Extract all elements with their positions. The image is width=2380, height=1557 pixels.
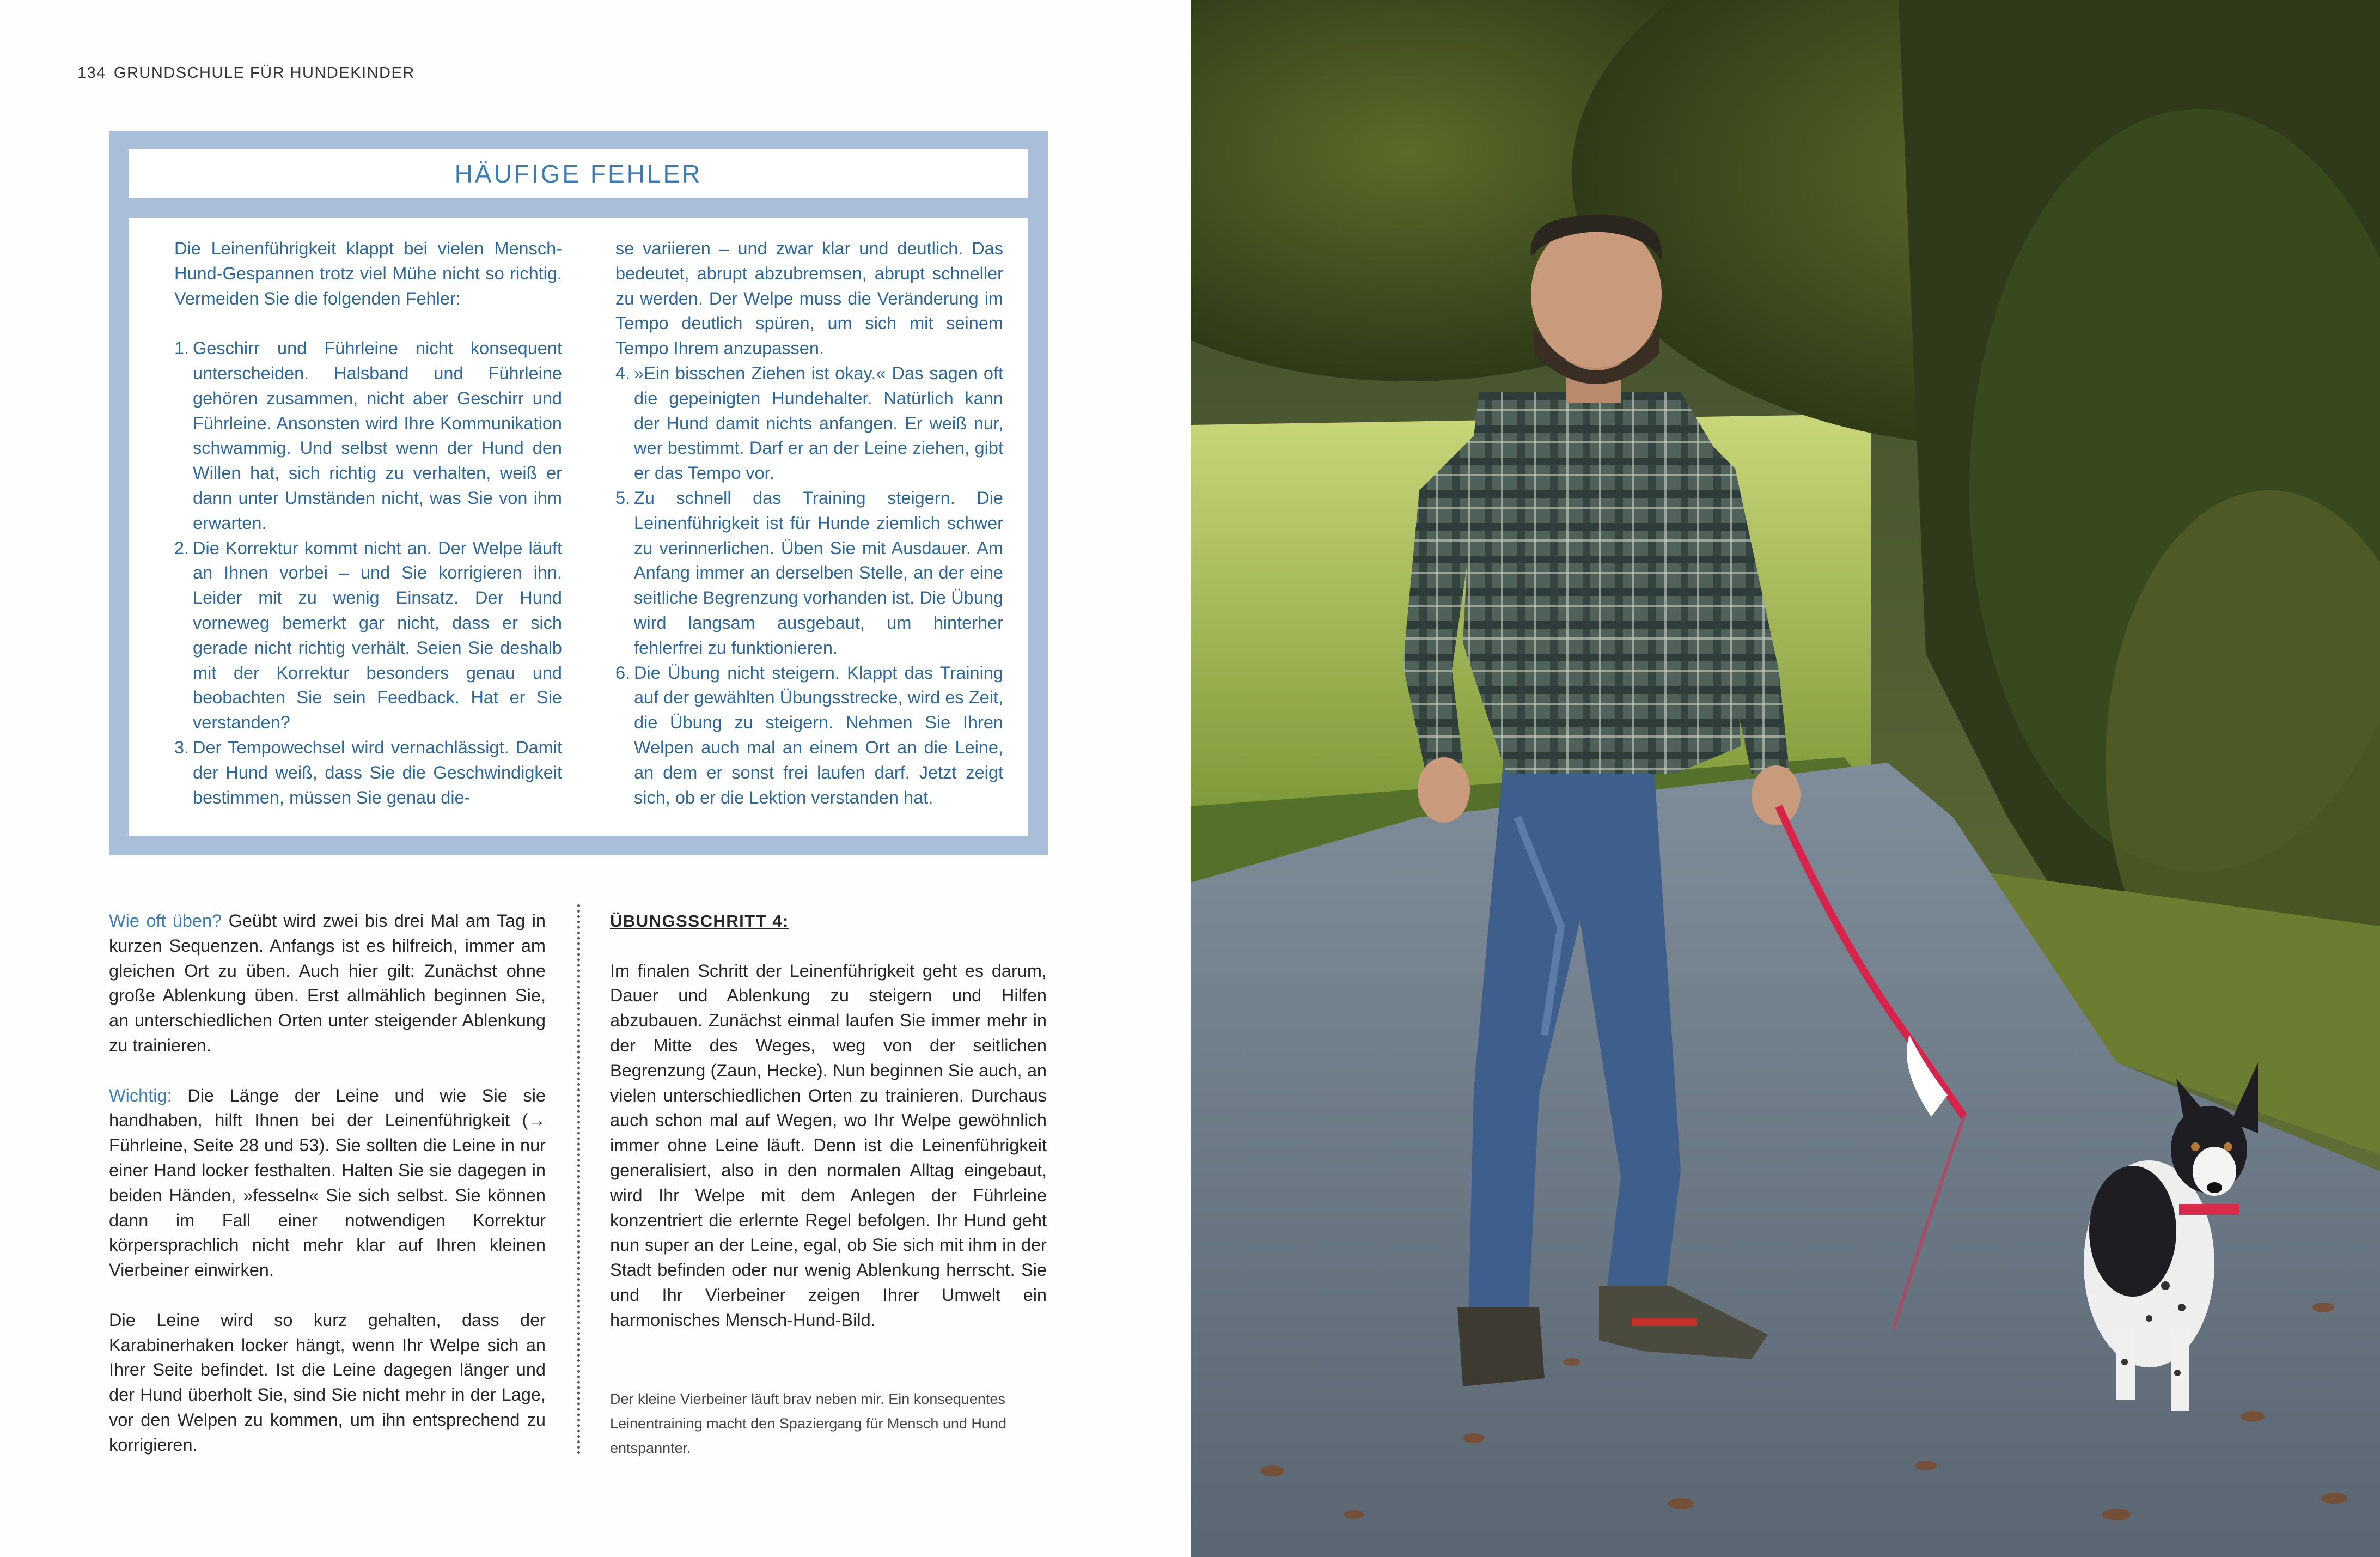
- photo-man-walking-puppy: [1191, 0, 2380, 1557]
- step-heading: ÜBUNGSSCHRITT 4:: [610, 911, 789, 930]
- list-text: Zu schnell das Training steigern. Die Leinenführigkeit ist für Hunde ziemlich schwer zu verinnerlichen. Üben Sie mit Ausdauer. Am Anfang immer an derselben Stelle, an der eine seitliche Begrenzung vorhanden ist. Die Übung wird langsam ausgebaut, um hinterher fehlerfrei zu funktionieren.: [634, 488, 1003, 658]
- list-number: 5.: [615, 488, 631, 508]
- section-heading: [610, 909, 1047, 934]
- list-item: [174, 735, 562, 810]
- paragraph: Die Leine wird so kurz gehalten, dass der Karabinerhaken locker hängt, wenn Ihr Welpe sich an Ihrer Seite befindet. Ist die Leine dagegen länger und der Hund überholt Sie, sind Sie nicht mehr in der Lage, vor den Welpen zu kommen, um ihn entsprechend zu korrigieren.: [109, 1310, 546, 1455]
- box-body: [129, 218, 1028, 836]
- list-number: 3.: [174, 737, 190, 757]
- box-column-right: [615, 236, 1003, 810]
- paragraph-text: Geübt wird zwei bis drei Mal am Tag in kurzen Sequenzen. Anfangs ist es hilfreich, immer am gleichen Ort zu üben. Auch hier gilt: Zunächst ohne große Ablenkung üben. Erst allmählich beginnen Sie, an unterschiedlichen Orten unter steigender Ablenkung zu trainieren.: [109, 911, 546, 1055]
- chapter-title: GRUNDSCHULE FÜR HUNDEKINDER: [113, 64, 415, 82]
- list-text: Die Korrektur kommt nicht an. Der Welpe läuft an Ihnen vorbei – und Sie korrigieren ihn. Leider mit zu wenig Einsatz. Der Hund vorneweg bemerkt gar nicht, dass er sich gerade nicht richtig verhält. Seien Sie deshalb mit der Korrektur besonders genau und beobachten Sie sein Feedback. Hat er Sie verstanden?: [193, 538, 562, 733]
- paragraph-text: Die Länge der Leine und wie Sie sie handhaben, hilft Ihnen bei der Leinenführigkeit (→ Führleine, Seite 28 und 53). Sie sollten die Leine in nur einer Hand locker festhalten. Halten Sie sie dagegen in beiden Händen, »fesseln« Sie sich selbst. Sie können dann im Fall einer notwendigen Korrektur körpersprachlich nicht mehr klar auf Ihren kleinen Vierbeiner einwirken.: [109, 1085, 546, 1280]
- list-item: [615, 361, 1003, 486]
- list-number: 1.: [174, 338, 190, 358]
- list-number: 6.: [615, 662, 631, 683]
- list-item: [615, 661, 1003, 811]
- list-item: [174, 536, 562, 735]
- box-title: HÄUFIGE FEHLER: [129, 149, 1028, 198]
- common-mistakes-box: [109, 131, 1048, 855]
- list-text: Der Tempowechsel wird vernachlässigt. Damit der Hund weiß, dass Sie die Geschwindigkeit bestimmen, müssen Sie genau die-: [193, 737, 562, 807]
- paragraph-lead: Wie oft üben?: [109, 911, 222, 930]
- page-number: 134: [77, 64, 106, 82]
- list-item: [174, 336, 562, 536]
- photo-illustration: [1191, 0, 2380, 1557]
- list-number: 4.: [615, 363, 631, 383]
- body-column-right: [610, 909, 1047, 1358]
- mistakes-list: [174, 336, 562, 810]
- list-item: [615, 236, 1003, 361]
- column-divider: [577, 904, 580, 1455]
- mistakes-list-continued: [615, 236, 1003, 810]
- list-text: »Ein bisschen Ziehen ist okay.« Das sagen oft die gepeinigten Hundehalter. Natürlich kann der Hund damit nichts anfangen. Er weiß nur, wer bestimmt. Darf er an der Leine ziehen, gibt er das Tempo vor.: [634, 363, 1003, 483]
- list-text: se variieren – und zwar klar und deutlich. Das bedeutet, abrupt abzubremsen, abrupt schneller zu werden. Der Welpe muss die Veränderung im Tempo deutlich spüren, um sich mit seinem Tempo Ihrem anzupassen.: [615, 239, 1003, 358]
- paragraph: Im finalen Schritt der Leinenführigkeit geht es darum, Dauer und Ablenkung zu steigern und Hilfen abzubauen. Zunächst einmal laufen Sie immer mehr in der Mitte des Weges, weg von der seitlichen Begrenzung (Zaun, Hecke). Nun beginnen Sie auch, an vielen unterschiedlichen Orten zu trainieren. Durchaus auch schon mal auf Wegen, wo Ihr Welpe gewöhnlich immer ohne Leine läuft. Denn ist die Leinenführigkeit generalisiert, also in den normalen Alltag eingebaut, wird Ihr Welpe mit dem Anlegen der Führleine konzentriert die erlernte Regel befolgen. Ihr Hund geht nun super an der Leine, egal, ob Sie sich mit ihm in der Stadt befinden oder nur wenig Ablenkung herrscht. Sie und Ihr Vierbeiner zeigen Ihrer Umwelt ein harmonisches Mensch-Hund-Bild.: [610, 960, 1047, 1330]
- running-head: [77, 64, 415, 82]
- box-column-left: [174, 236, 562, 810]
- box-intro: Die Leinenführigkeit klappt bei vielen Mensch-Hund-Gespannen trotz viel Mühe nicht so richtig. Vermeiden Sie die folgenden Fehler:: [174, 239, 562, 308]
- list-text: Die Übung nicht steigern. Klappt das Training auf der gewählten Übungsstrecke, wird es Zeit, die Übung zu steigern. Nehmen Sie Ihren Welpen auch mal an einem Ort an die Leine, an dem er sonst frei laufen darf. Jetzt zeigt sich, ob er die Lektion verstanden hat.: [634, 662, 1003, 807]
- list-text: Geschirr und Führleine nicht konsequent unterscheiden. Halsband und Führleine gehören zusammen, nicht aber Geschirr und Führleine. Ansonsten wird Ihre Kommunikation schwammig. Und selbst wenn der Hund den Willen hat, sich richtig zu verhalten, weiß er dann unter Umständen nicht, was Sie von ihm erwarten.: [193, 338, 562, 533]
- body-column-left: [109, 909, 546, 1482]
- photo-caption: Der kleine Vierbeiner läuft brav neben mir. Ein konsequentes Leinentraining macht den Spaziergang für Mensch und Hund entspannter.: [610, 1391, 1006, 1456]
- paragraph: [109, 909, 546, 1059]
- paragraph-lead: Wichtig:: [109, 1085, 172, 1105]
- list-item: [615, 486, 1003, 661]
- list-number: 2.: [174, 538, 190, 558]
- paragraph: [109, 1084, 546, 1283]
